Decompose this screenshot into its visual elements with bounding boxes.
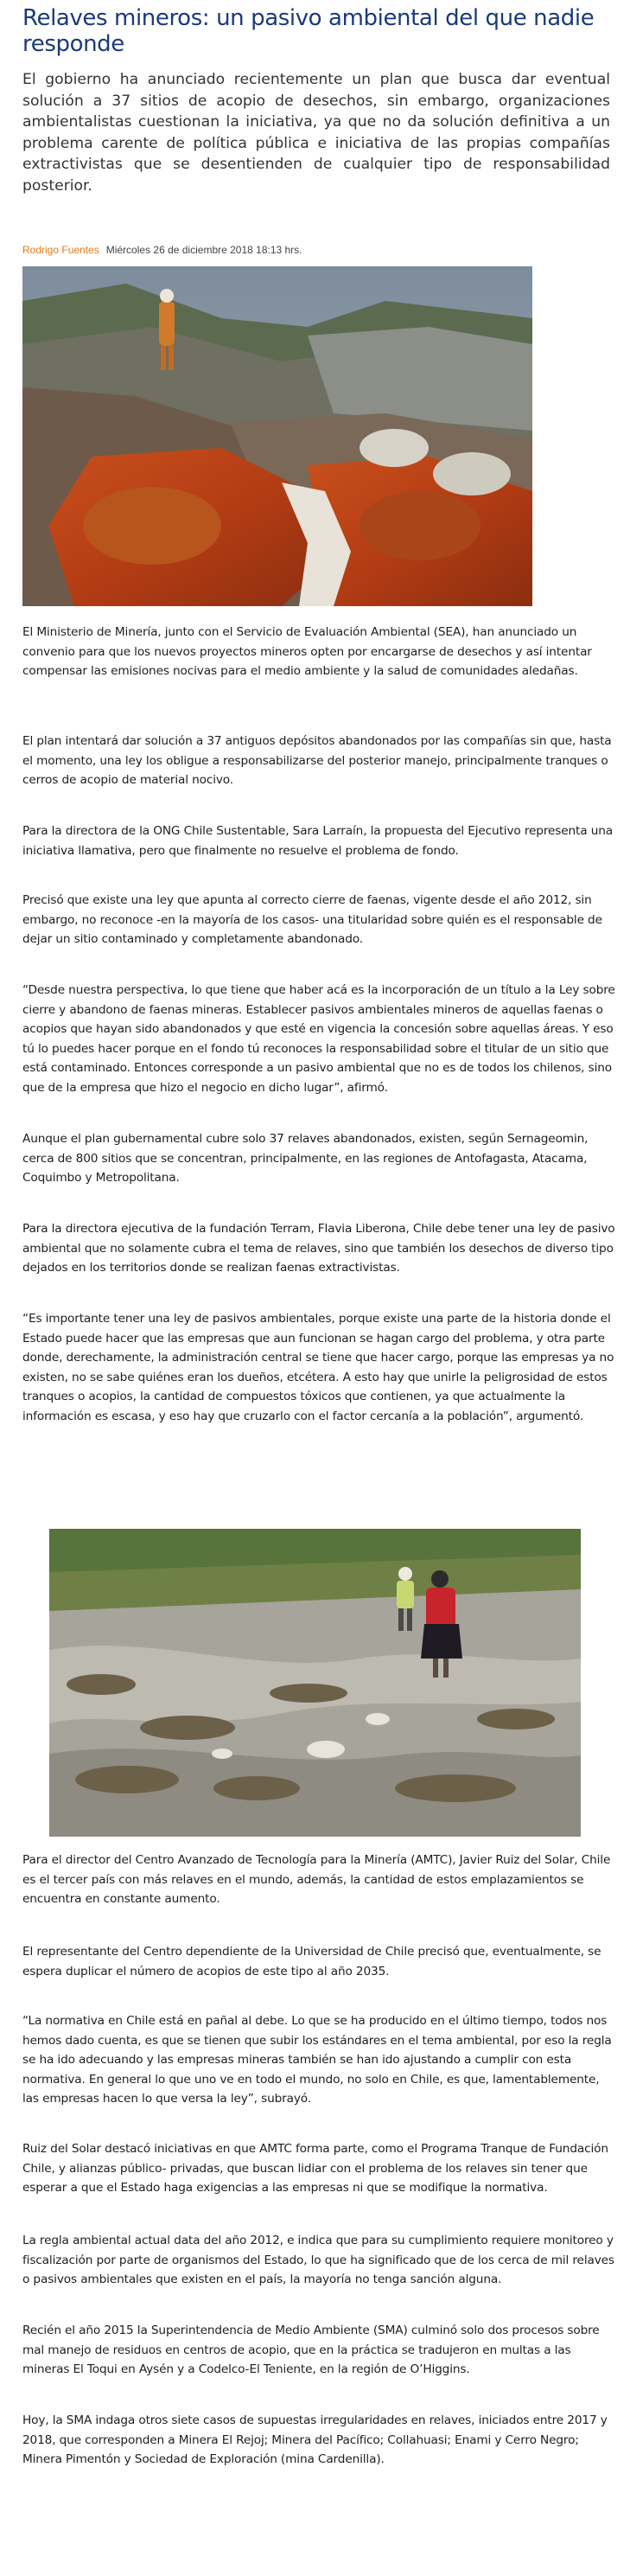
paragraph: Para el director del Centro Avanzado de Tecnología para la Minería (AMTC), Javier Ruiz del Solar, Chile es el tercer país con más relaves en el mundo, además, la cantidad de estos emplazamientos se encuentra en constante aumento. <box>22 1853 611 1906</box>
paragraph: Para la directora de la ONG Chile Sustentable, Sara Larraín, la propuesta del Ejecutivo representa una iniciativa llamativa, pero que finalmente no resuelve el problema de fondo. <box>22 824 613 858</box>
paragraph: “Es importante tener una ley de pasivos ambientales, porque existe una parte de la historia donde el Estado puede hacer que las empresas que aun funcionan se hagan cargo del problema, y otra parte donde, derechamente, la administración central se tiene que hacer cargo, porque las empresas ya no existen, no se sabe quiénes eran los dueños, etcétera. A esto hay que unirle la peligrosidad de estos tranques o acopios, la cantidad de compuestos tóxicos que contienen, ya que actualmente la información es escasa, y eso hay que cruzarlo con el factor cercanía a la población”, argumentó. <box>22 1312 614 1423</box>
paragraph: El plan intentará dar solución a 37 antiguos depósitos abandonados por las compañías sin que, hasta el momento, una ley los obligue a responsabilizarse del posterior manejo, principalmente tranques o cerros de acopio de material nocivo. <box>22 734 612 787</box>
photo-women-tailings <box>49 1529 581 1837</box>
paragraph: Hoy, la SMA indaga otros siete casos de supuestas irregularidades en relaves, iniciados entre 2017 y 2018, que corresponden a Minera El Rejoj; Minera del Pacífico; Collahuasi; Enami y Cerro Negro; Minera Pimentón y Sociedad de Exploración (mina Cardenilla). <box>22 2413 608 2466</box>
publish-date: Miércoles 26 de diciembre 2018 18:13 hrs. <box>105 244 302 256</box>
paragraph: La regla ambiental actual data del año 2012, e indica que para su cumplimiento requiere monitoreo y fiscalización por parte de organismos del Estado, lo que ha significado que de los cerca de mil relaves o pasivos ambientales que existen en el país, la mayoría no tenga sanción alguna. <box>22 2234 614 2286</box>
article-lead: El gobierno ha anunciado recientemente un plan que busca dar eventual solución a 37 sitios de acopio de desechos, sin embargo, organizaciones ambientalistas cuestionan la iniciativa, ya que no da solución definitiva a un problema carente de política pública e iniciativa de las propias compañías extractivistas que se desentienden de cualquier tipo de responsabilidad posterior. <box>22 71 610 195</box>
paragraph: El representante del Centro dependiente de la Universidad de Chile precisó que, eventualmente, se espera duplicar el número de acopios de este tipo al año 2035. <box>22 1945 601 1978</box>
paragraph: Para la directora ejecutiva de la fundación Terram, Flavia Liberona, Chile debe tener una ley de pasivo ambiental que no solamente cubra el tema de relaves, sino que también los desechos de diverso tipo dejados en los territorios donde se realizan faenas extractivistas. <box>22 1222 615 1275</box>
author-link[interactable]: Rodrigo Fuentes <box>22 244 99 256</box>
article-title: Relaves mineros: un pasivo ambiental del que nadie responde <box>22 5 595 57</box>
byline <box>22 244 302 256</box>
paragraph: “Desde nuestra perspectiva, lo que tiene que haber acá es la incorporación de un título a la Ley sobre cierre y abandono de faenas mineras. Establecer pasivos ambientales mineros de aquellas faenas o acopios que hayan sido abandonados y que esté en vigencia la concesión sobre aquellas áreas. Y eso tú lo puedes hacer porque en el fondo tú reconoces la responsabilidad sobre el titular de un sitio que está contaminado. Entonces corresponde a un pasivo ambiental que no es de todos los chilenos, sino que de la empresa que hizo el negocio en dicho lugar”, afirmó. <box>22 983 615 1095</box>
paragraph: El Ministerio de Minería, junto con el Servicio de Evaluación Ambiental (SEA), han anunciado un convenio para que los nuevos proyectos mineros opten por encargarse de desechos y así intentar compensar las emisiones nocivas para el medio ambiente y la salud de comunidades aledañas. <box>22 625 592 678</box>
paragraph: Ruiz del Solar destacó iniciativas en que AMTC forma parte, como el Programa Tranque de Fundación Chile, y alianzas público- privadas, que buscan lidiar con el problema de los relaves sin tener que esperar a que el Estado haga exigencias a las empresas ni que se modifique la normativa. <box>22 2142 608 2195</box>
photo-mine-tailings <box>22 266 532 606</box>
paragraph: Aunque el plan gubernamental cubre solo 37 relaves abandonados, existen, según Sernageomin, cerca de 800 sitios que se concentran, principalmente, en las regiones de Antofagasta, Atacama, Coquimbo y Metropolitana. <box>22 1132 589 1185</box>
photo-women-image <box>49 1529 581 1837</box>
paragraph: “La normativa en Chile está en pañal al debe. Lo que se ha producido en el último tiempo, todos nos hemos dado cuenta, es que se tienen que subir los estándares en el tema ambiental, por eso la regla se ha ido adecuando y las empresas mineras también se han ido ajustando a cumplir con esta normativa. En general lo que uno ve en todo el mundo, no solo en Chile, es que, lamentablemente, las empresas hacen lo que versa la ley”, subrayó. <box>22 2014 612 2106</box>
paragraph: Recién el año 2015 la Superintendencia de Medio Ambiente (SMA) culminó solo dos procesos sobre mal manejo de residuos en centros de acopio, que en la práctica se tradujeron en multas a las mineras El Toqui en Aysén y a Codelco-El Teniente, en la región de O’Higgins. <box>22 2324 600 2376</box>
paragraph: Precisó que existe una ley que apunta al correcto cierre de faenas, vigente desde el año 2012, sin embargo, no reconoce -en la mayoría de los casos- una titularidad sobre quién es el responsable de dejar un sitio contaminado y completamente abandonado. <box>22 893 602 946</box>
photo-tailings-image <box>22 266 532 606</box>
